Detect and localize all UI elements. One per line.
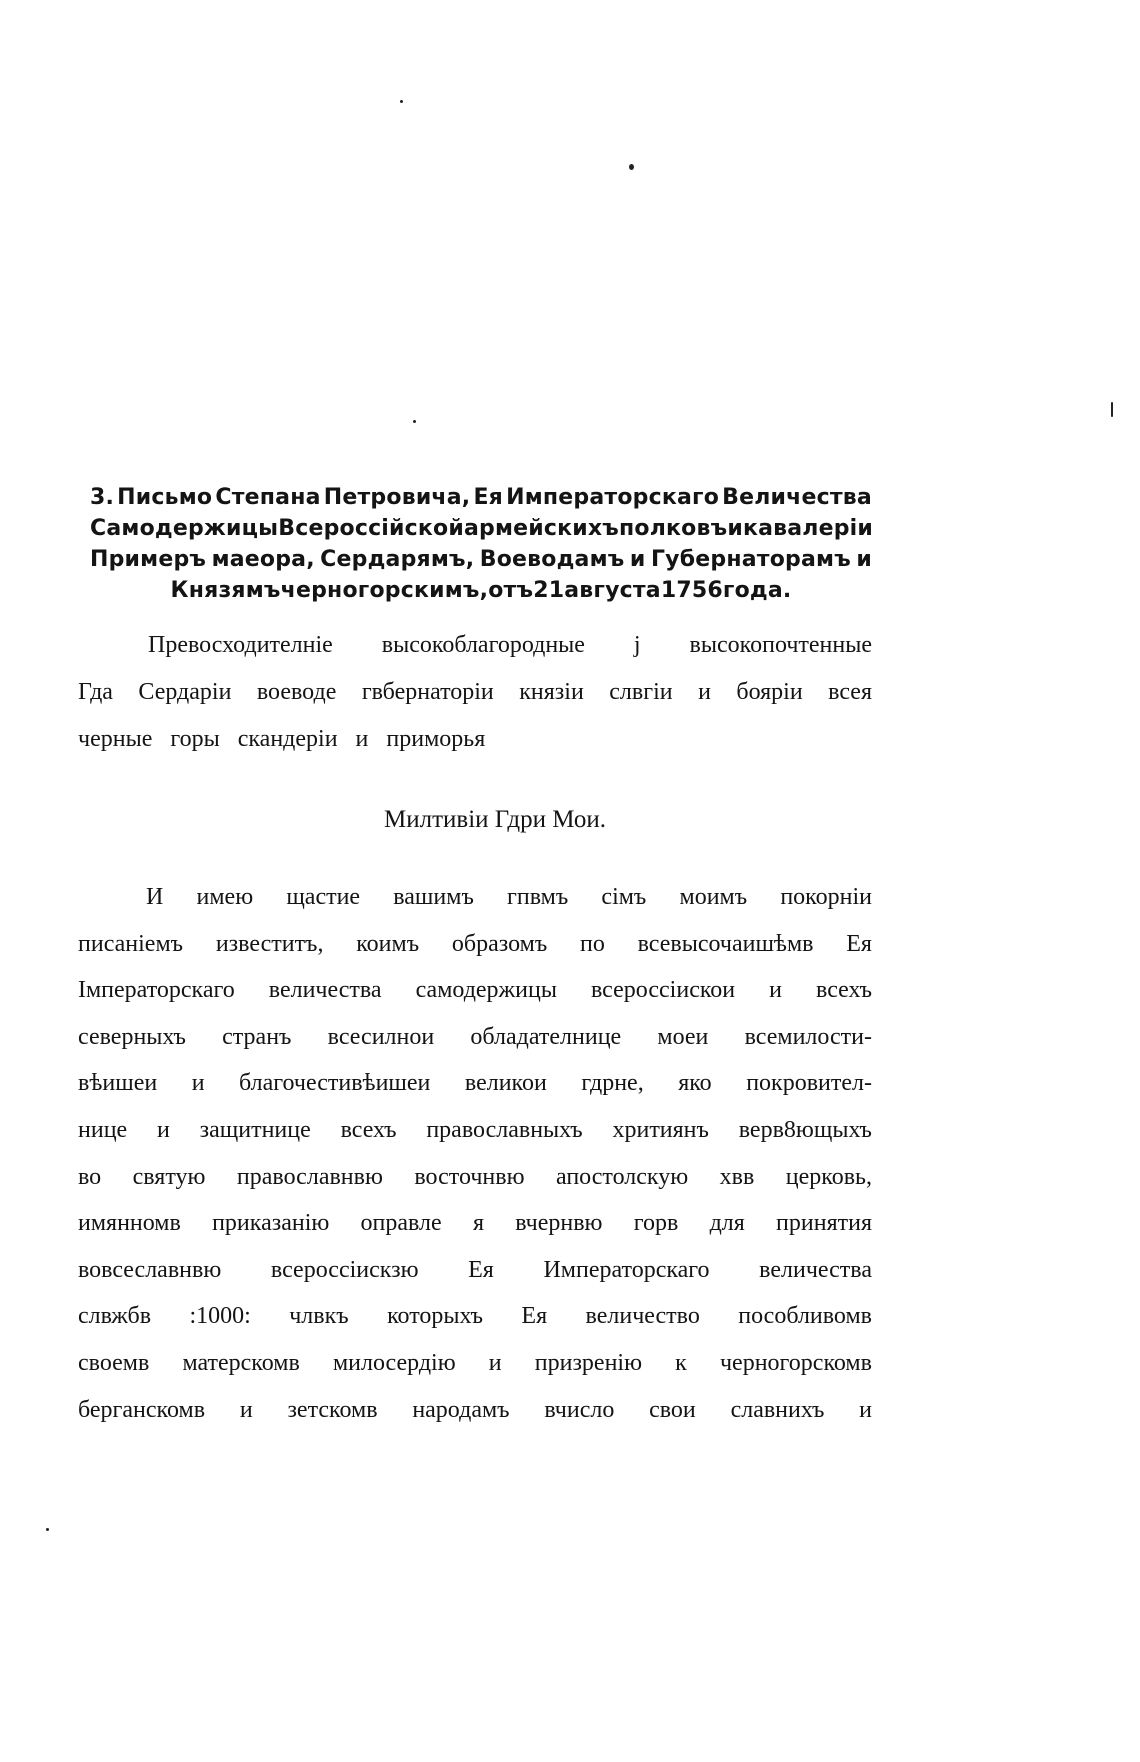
word: коимъ — [356, 930, 420, 957]
word: щастие — [286, 884, 361, 910]
word: высокоблагородные — [381, 632, 585, 658]
word: зетскомв — [287, 1396, 378, 1423]
word: гдрне, — [581, 1070, 644, 1097]
word: моимъ — [679, 884, 748, 910]
word: покровител- — [746, 1070, 872, 1097]
word: имею — [196, 884, 254, 910]
word: всемилости- — [744, 1023, 872, 1050]
word: кавалеріи — [742, 516, 874, 541]
word: писаніемъ — [78, 930, 184, 957]
word: яко — [678, 1070, 712, 1097]
word: Степана — [215, 485, 321, 510]
word: полковъ — [619, 516, 728, 541]
word: принятия — [776, 1210, 872, 1237]
word: величества — [268, 977, 382, 1004]
word: которыхъ — [387, 1303, 484, 1330]
word: черные — [78, 726, 153, 752]
body-line — [78, 874, 872, 921]
word: воеводе — [256, 679, 337, 705]
word: И — [146, 884, 164, 910]
body-line — [78, 1200, 872, 1247]
word: Ея — [846, 930, 872, 957]
body-line — [78, 1060, 872, 1107]
word: и — [629, 547, 646, 572]
word: 21 — [533, 578, 565, 603]
word: маеора, — [211, 547, 315, 572]
salutation: Милтивіи Гдри Мои. — [384, 806, 606, 833]
word: величество — [585, 1303, 700, 1330]
word: величества — [759, 1256, 872, 1283]
word: обладателнице — [470, 1023, 622, 1050]
word: матерскомв — [182, 1349, 300, 1376]
word: Ея — [473, 485, 503, 510]
word: оправле — [360, 1210, 442, 1237]
word: пособливомв — [738, 1303, 872, 1330]
word: святую — [132, 1163, 206, 1190]
heading-line — [90, 482, 872, 513]
word: слвжбв — [78, 1303, 152, 1330]
word: сімъ — [601, 884, 647, 910]
word: Письмо — [117, 485, 213, 510]
address-block — [78, 622, 872, 763]
word: славнихъ — [730, 1396, 825, 1423]
word: Величества — [722, 485, 872, 510]
address-line — [78, 669, 872, 716]
scan-speck — [413, 420, 416, 423]
word: горы — [170, 726, 220, 752]
word: берганскомв — [78, 1396, 206, 1423]
word: Губернаторамъ — [650, 547, 851, 572]
word: и — [727, 516, 743, 541]
word: слвгіи — [609, 679, 673, 705]
word: бояріи — [736, 679, 803, 705]
body-line — [78, 921, 872, 968]
word: вѣишеи — [78, 1070, 158, 1097]
word: хритиянъ — [612, 1116, 709, 1143]
word: и — [156, 1116, 170, 1143]
word: вчернвю — [515, 1210, 603, 1237]
word: 1756 — [660, 578, 723, 603]
word: Імператорскаго — [78, 977, 235, 1004]
body-line — [78, 1107, 872, 1154]
word: 3. — [90, 485, 115, 510]
scan-speck — [629, 164, 634, 170]
word: приказанію — [212, 1210, 330, 1237]
word: известитъ, — [215, 930, 324, 957]
word: князіи — [519, 679, 584, 705]
word: церковь, — [785, 1163, 872, 1190]
body-line — [78, 1293, 872, 1340]
word: черногорскимъ, — [280, 578, 489, 603]
word: по — [580, 930, 605, 957]
body-line — [78, 1014, 872, 1061]
word: высокопочтенные — [689, 632, 872, 658]
address-line — [78, 622, 872, 669]
word: милосердію — [332, 1349, 456, 1376]
word: свои — [649, 1396, 696, 1423]
body-line — [78, 967, 872, 1014]
word: народамъ — [412, 1396, 510, 1423]
word: и — [191, 1070, 205, 1097]
word: хвв — [719, 1163, 755, 1190]
word: и — [859, 1396, 872, 1423]
scan-speck — [1111, 402, 1113, 417]
word: ј — [633, 632, 641, 658]
word: всероссіискзю — [270, 1256, 419, 1283]
letter-heading — [90, 482, 872, 606]
address-line — [78, 716, 872, 763]
word: защитнице — [199, 1116, 311, 1143]
word: северныхъ — [78, 1023, 186, 1050]
word: :1000: — [189, 1303, 251, 1330]
word: Самодержицы — [90, 516, 279, 541]
word: нице — [78, 1116, 128, 1143]
word: вовсеславнвю — [78, 1256, 222, 1283]
word: восточнвю — [414, 1163, 525, 1190]
word: Сердаріи — [138, 679, 232, 705]
word: и — [856, 547, 872, 572]
word: скандеріи — [237, 726, 338, 752]
word: православныхъ — [426, 1116, 583, 1143]
body-line — [78, 1154, 872, 1201]
word: гпвмъ — [507, 884, 569, 910]
word: покорніи — [780, 884, 872, 910]
word: вашимъ — [393, 884, 474, 910]
word: призренію — [534, 1349, 643, 1376]
word: самодержицы — [415, 977, 557, 1004]
word: Петровича, — [323, 485, 471, 510]
scan-speck — [46, 1528, 49, 1531]
word: армейскихъ — [463, 516, 619, 541]
heading-line — [90, 544, 872, 575]
word: и — [488, 1349, 502, 1376]
heading-line — [90, 513, 872, 544]
word: Императорскаго — [506, 485, 720, 510]
word: верв8ющыхъ — [738, 1116, 872, 1143]
word: во — [78, 1163, 102, 1190]
word: и — [239, 1396, 253, 1423]
word: и — [698, 679, 711, 705]
word: имянномв — [78, 1210, 181, 1237]
word: Императорскаго — [543, 1256, 710, 1283]
word: своемв — [78, 1349, 150, 1376]
body-line — [78, 1387, 872, 1434]
word: и — [355, 726, 369, 752]
word: Превосходителніе — [148, 632, 333, 658]
word: отъ — [488, 578, 534, 603]
word: года. — [722, 578, 792, 603]
word: Сердарямъ, — [320, 547, 475, 572]
word: всероссіискои — [590, 977, 736, 1004]
word: православнвю — [236, 1163, 383, 1190]
word: августа — [564, 578, 661, 603]
body-line — [78, 1247, 872, 1294]
body-line — [78, 1340, 872, 1387]
letter-body — [78, 874, 872, 1433]
word: вчисло — [544, 1396, 615, 1423]
word: всевысочаишѣмв — [637, 930, 814, 957]
word: образомъ — [451, 930, 548, 957]
word: всехъ — [340, 1116, 397, 1143]
word: Всероссійской — [278, 516, 464, 541]
word: приморья — [386, 726, 486, 752]
word: я — [472, 1210, 484, 1237]
word: горв — [633, 1210, 679, 1237]
word: Князямъ — [170, 578, 281, 603]
word: к — [675, 1349, 687, 1376]
word: Ея — [468, 1256, 494, 1283]
word: Ея — [521, 1303, 548, 1330]
word: всесилнои — [327, 1023, 435, 1050]
word: странъ — [222, 1023, 292, 1050]
scan-speck — [400, 100, 403, 103]
word: Примеръ — [90, 547, 207, 572]
word: гвбернаторіи — [361, 679, 494, 705]
word: Гда — [78, 679, 113, 705]
word: и — [769, 977, 782, 1004]
word: Воеводамъ — [479, 547, 625, 572]
word: черногорскомв — [719, 1349, 872, 1376]
word: апостолскую — [556, 1163, 689, 1190]
word: моеи — [657, 1023, 709, 1050]
word: всехъ — [816, 977, 872, 1004]
word: великои — [464, 1070, 547, 1097]
word: члвкъ — [289, 1303, 349, 1330]
word: благочестивѣишеи — [239, 1070, 431, 1097]
word: всея — [828, 679, 872, 705]
word: для — [709, 1210, 745, 1237]
heading-line — [90, 575, 872, 606]
